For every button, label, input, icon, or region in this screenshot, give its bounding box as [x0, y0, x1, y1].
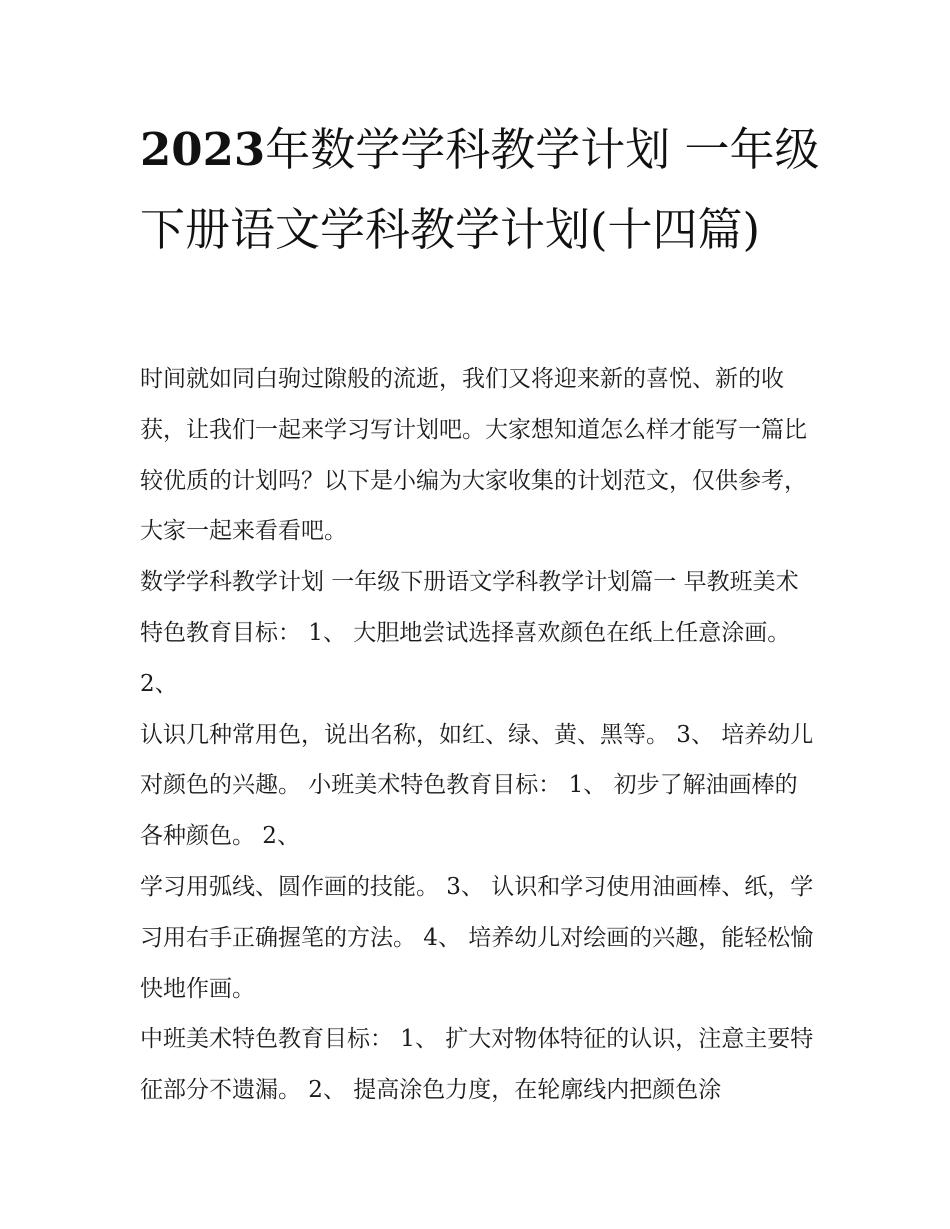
- paragraph-early-class-goals: 数学学科教学计划 一年级下册语文学科教学计划篇一 早教班美术特色教育目标： 1、 大胆地尝试选择喜欢颜色在纸上任意涂画。 2、: [140, 569, 799, 697]
- paragraph-middle-class-goals: 中班美术特色教育目标： 1、 扩大对物体特征的认识，注意主要特征部分不遗漏。 2、 提高涂色力度，在轮廓线内把颜色涂: [140, 1026, 814, 1104]
- title-text: 年数学学科教学计划 一年级下册语文学科教学计划(十四篇): [140, 123, 820, 256]
- paragraph-colors: 认识几种常用色，说出名称，如红、绿、黄、黑等。 3、 培养幼儿对颜色的兴趣。 小班美术特色教育目标： 1、 初步了解油画棒的各种颜色。 2、: [140, 721, 814, 850]
- paragraph-drawing-skills: 学习用弧线、圆作画的技能。 3、 认识和学习使用油画棒、纸，学习用右手正确握笔的方法。 4、 培养幼儿对绘画的兴趣，能轻松愉快地作画。: [140, 873, 814, 1002]
- document-title: [140, 110, 820, 270]
- paragraph-intro: 时间就如同白驹过隙般的流逝，我们又将迎来新的喜悦、新的收获，让我们一起来学习写计划吧。大家想知道怎么样才能写一篇比较优质的计划吗？以下是小编为大家收集的计划范文，仅供参考，大家一起来看看吧。: [140, 366, 807, 545]
- title-year: 2023: [140, 123, 266, 176]
- document-body: [140, 354, 820, 1116]
